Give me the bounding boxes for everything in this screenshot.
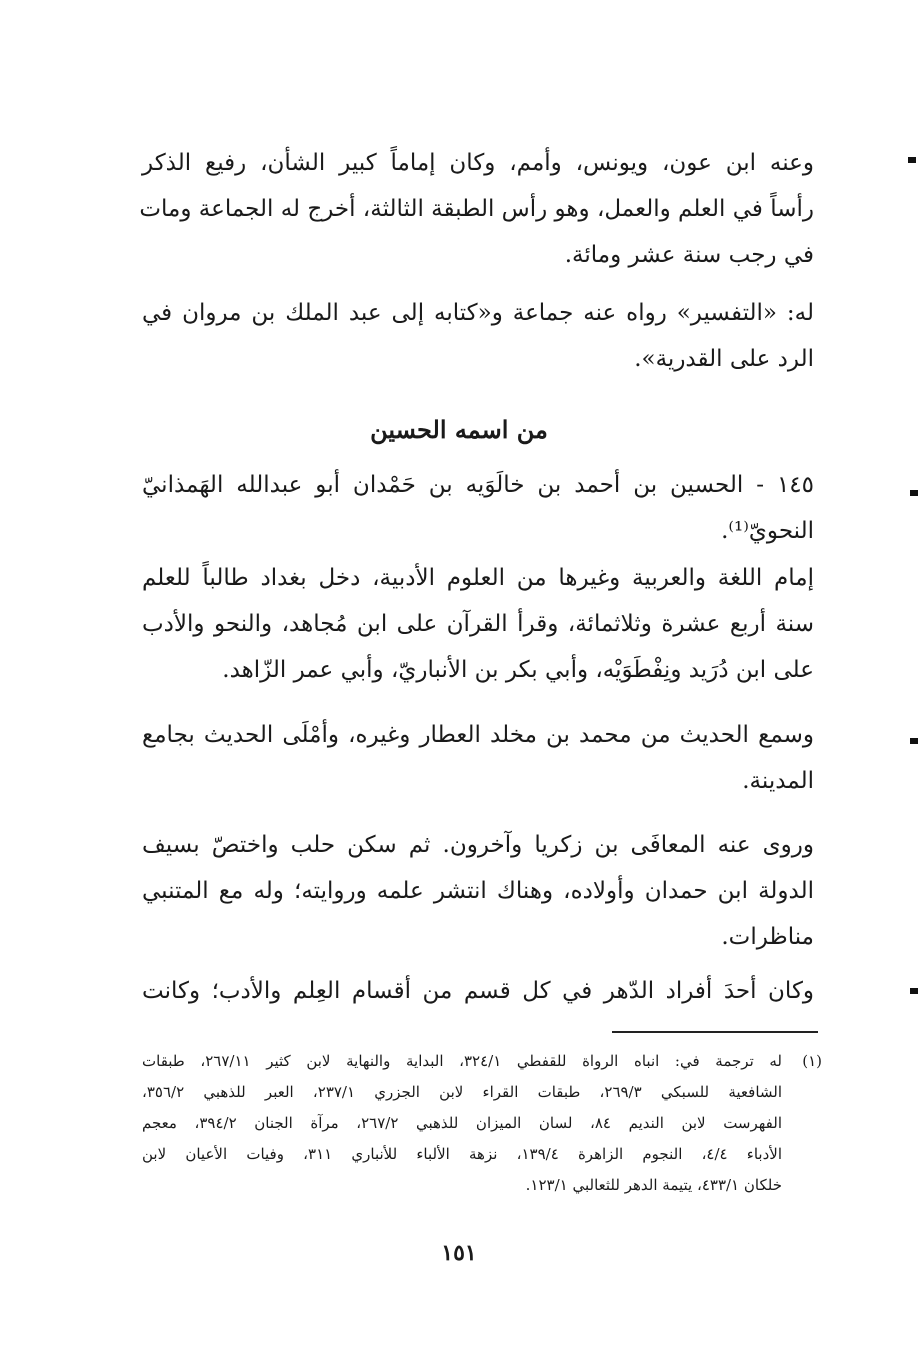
footnote-line: الفهرست لابن النديم ٨٤، لسان الميزان للذهبي ٢٦٧/٢، مرآة الجنان ٣٩٤/٢، معجم xyxy=(142,1114,783,1132)
text-line: المدينة. xyxy=(742,768,814,794)
paragraph-narrators xyxy=(139,140,814,278)
page-number: ١٥١ xyxy=(441,1240,477,1266)
text-line: ١٤٥ - الحسين بن أحمد بن خالَوَيه بن حَمْدان أبو عبدالله الهَمذانيّ xyxy=(142,472,814,498)
text-line: رأساً في العلم والعمل، وهو رأس الطبقة الثالثة، أخرج له الجماعة ومات xyxy=(139,196,814,222)
section-heading: من اسمه الحسين xyxy=(370,415,548,444)
footnote-separator xyxy=(612,1031,818,1033)
footnote-line: الشافعية للسبكي ٢٦٩/٣، طبقات القراء لابن الجزري ٢٣٧/١، العبر للذهبي ٣٥٦/٢، xyxy=(142,1083,783,1101)
entry-145-title xyxy=(142,462,814,554)
paragraph-aleppo xyxy=(142,822,814,960)
paragraph-biography xyxy=(142,555,814,693)
text-line: وكان أحدَ أفراد الدّهر في كل قسم من أقسام العِلم والأدب؛ وكانت xyxy=(142,978,815,1004)
text-line: مناظرات. xyxy=(721,924,814,950)
footnote-body xyxy=(142,1046,782,1201)
margin-mark xyxy=(908,157,916,163)
paragraph-continued xyxy=(142,968,814,1014)
text-line: وعنه ابن عون، ويونس، وأمم، وكان إماماً كبير الشأن، رفيع الذكر xyxy=(142,150,814,176)
footnote-number: (١) xyxy=(802,1052,822,1070)
text-line: الدولة ابن حمدان وأولاده، وهناك انتشر علمه وروايته؛ وله مع المتنبي xyxy=(142,878,814,904)
text-line: في رجب سنة عشر ومائة. xyxy=(564,242,814,268)
text-line: إمام اللغة والعربية وغيرها من العلوم الأدبية، دخل بغداد طالباً للعلم xyxy=(142,565,814,591)
paragraph-works xyxy=(142,290,814,382)
footnote xyxy=(142,1046,822,1201)
footnote-line: الأدباء ٤/٤، النجوم الزاهرة ١٣٩/٤، نزهة الألباء للأنباري ٣١١، وفيات الأعيان لابن xyxy=(142,1145,782,1163)
margin-mark xyxy=(910,988,918,994)
text-line: الرد على القدرية». xyxy=(634,346,814,372)
text-line: له: «التفسير» رواه عنه جماعة و«كتابه إلى عبد الملك بن مروان في xyxy=(142,300,814,326)
text-line: سنة أربع عشرة وثلاثمائة، وقرأ القرآن على ابن مُجاهد، والنحو والأدب xyxy=(142,611,814,637)
text-line: وسمع الحديث من محمد بن مخلد العطار وغيره، وأمْلَى الحديث بجامع xyxy=(142,722,814,748)
footnote-line: له ترجمة في: انباه الرواة للقفطي ٣٢٤/١، البداية والنهاية لابن كثير ٢٦٧/١١، طبقات xyxy=(142,1052,782,1070)
margin-mark xyxy=(910,490,918,496)
text-line: وروى عنه المعافَى بن زكريا وآخرون. ثم سكن حلب واختصّ بسيف xyxy=(142,832,814,858)
paragraph-hadith xyxy=(142,712,814,804)
footnote-line: خلكان ٤٣٣/١، يتيمة الدهر للثعالبي ١٢٣/١. xyxy=(525,1176,782,1194)
text-line: على ابن دُرَيد ونِفْطَوَيْه، وأبي بكر بن الأنباريّ، وأبي عمر الزّاهد. xyxy=(222,657,814,683)
text-line: النحويّ⁽¹⁾. xyxy=(721,518,814,544)
margin-mark xyxy=(910,738,918,744)
